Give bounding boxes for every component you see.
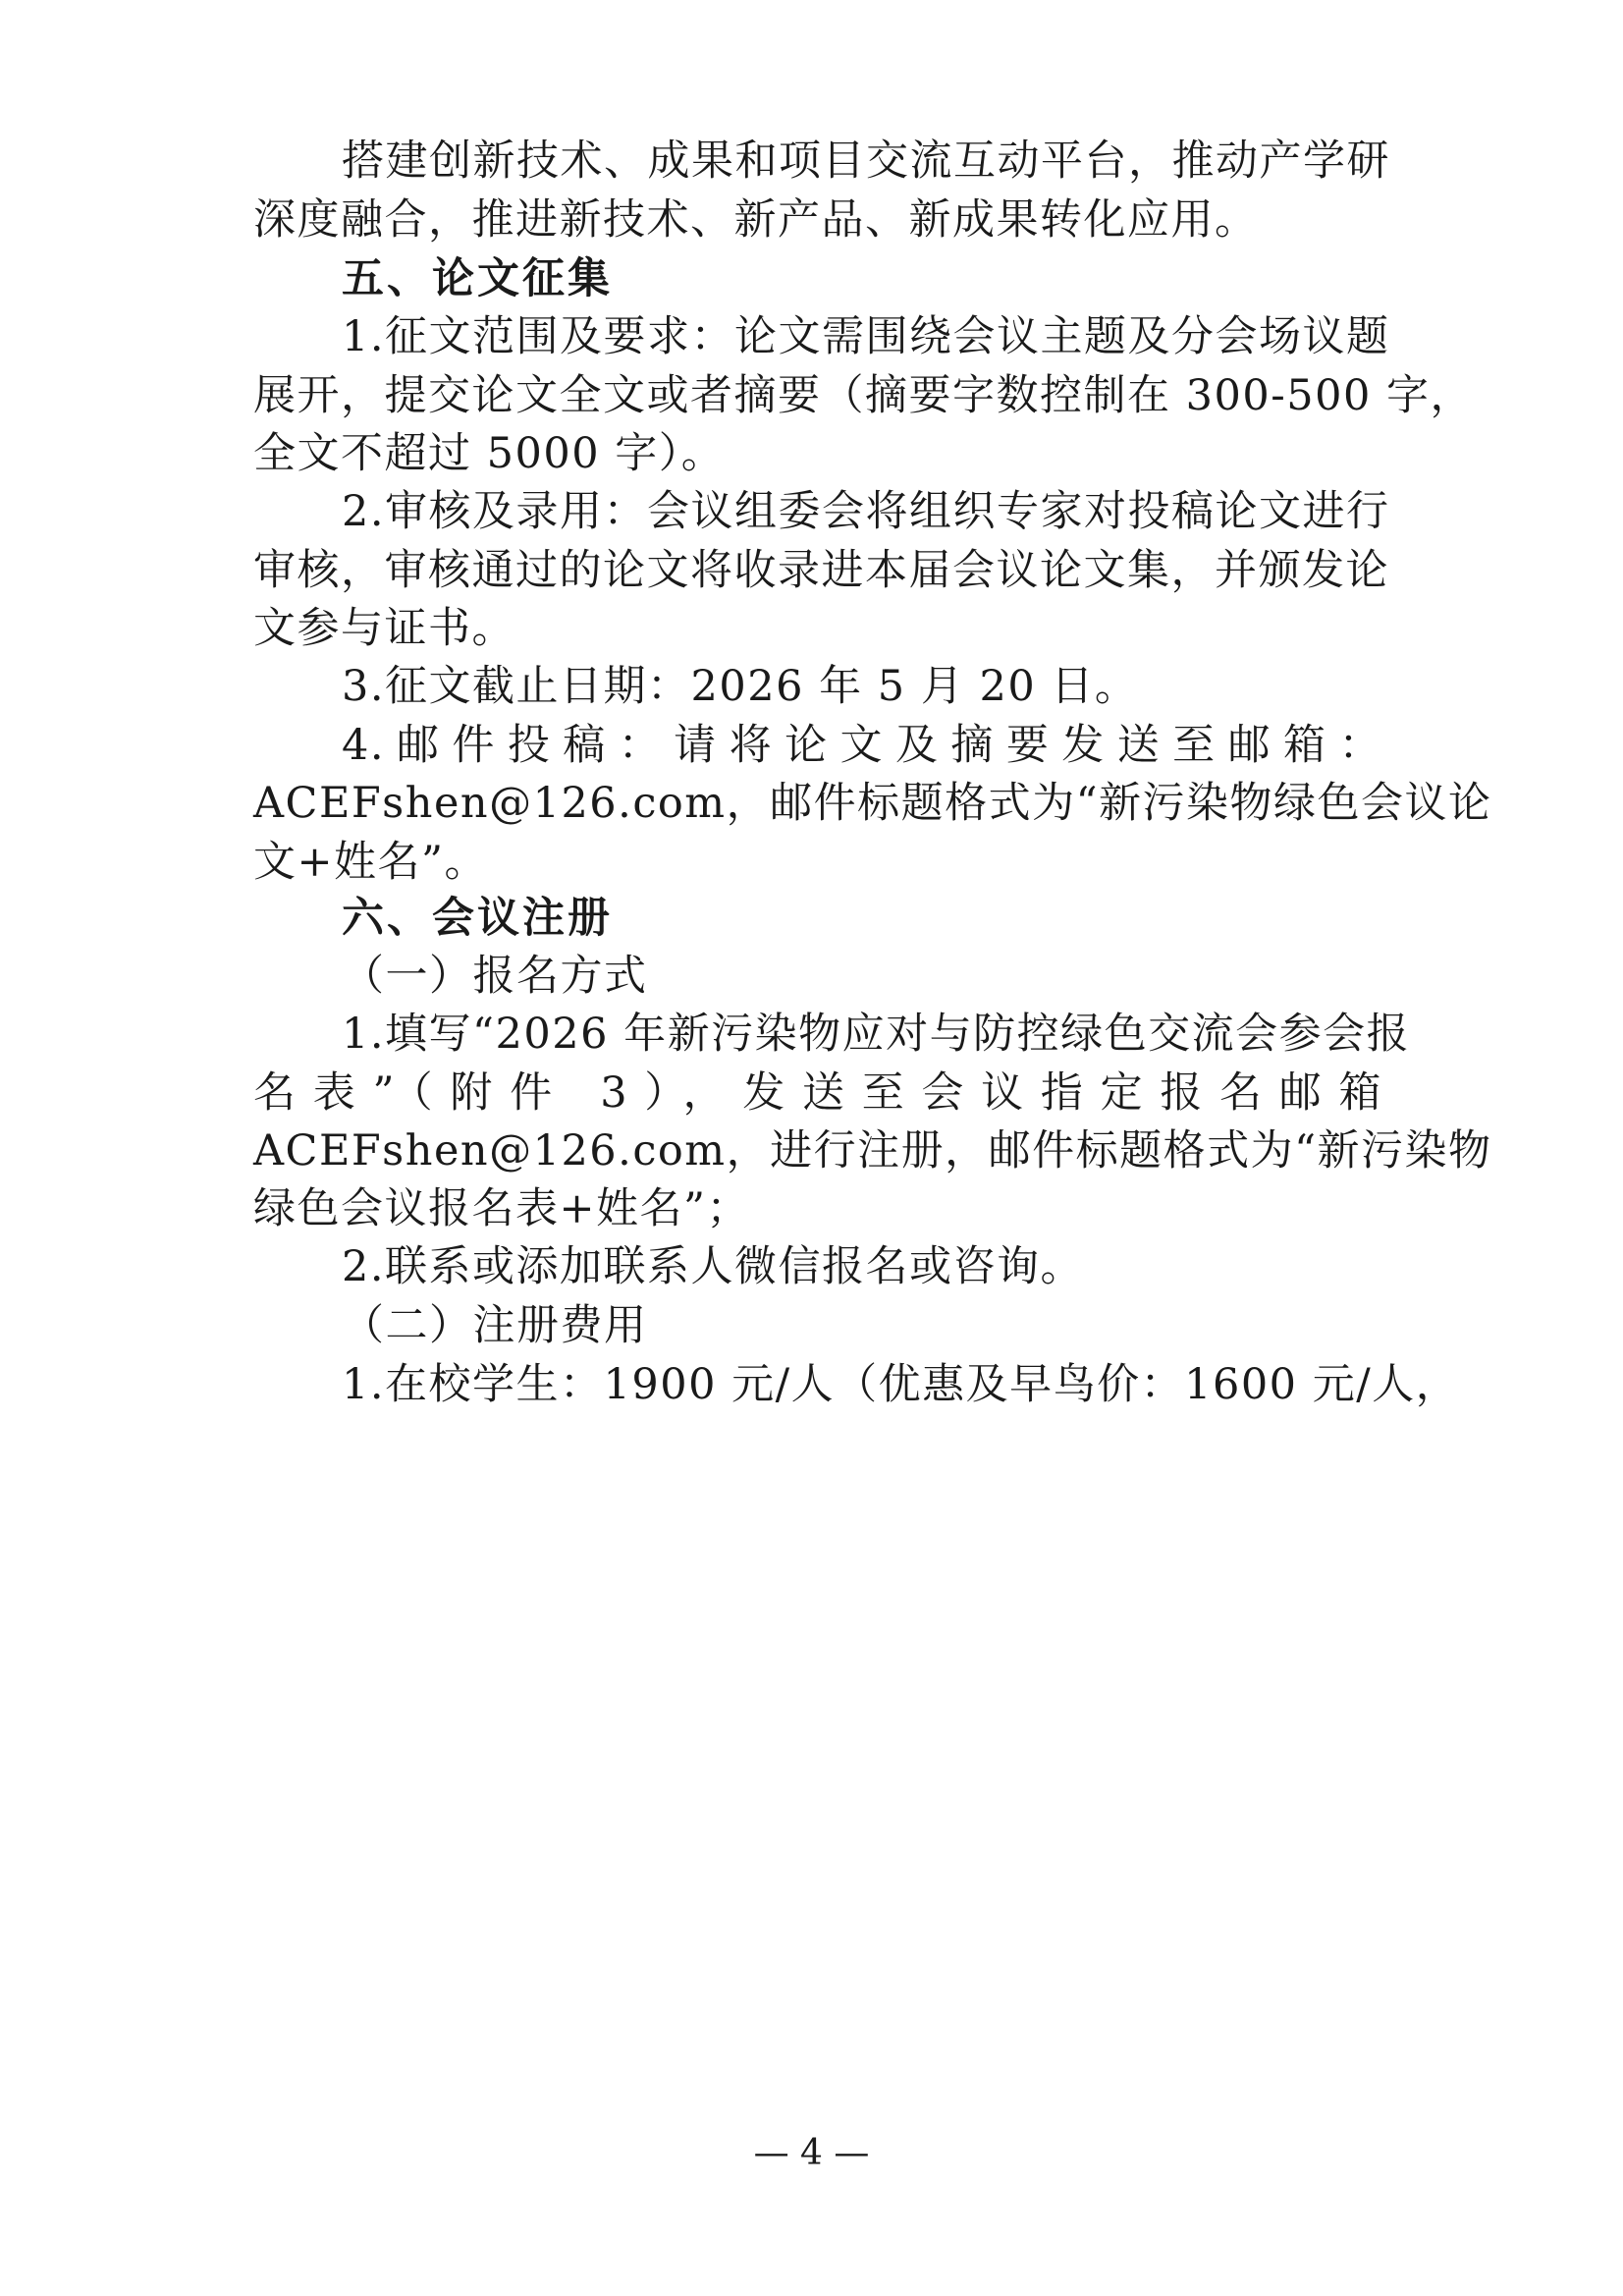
signup-item-1-line: ACEFshen@126.com，进行注册，邮件标题格式为“新污染物	[253, 1126, 1492, 1175]
paper-call-item-4-line: 文+姓名”。	[253, 838, 489, 887]
signup-item-1-line: 1.填写“2026 年新污染物应对与防控绿色交流会参会报	[342, 1010, 1411, 1059]
page-number: — 4 —	[753, 2133, 870, 2173]
intro-paragraph-line: 深度融合，推进新技术、新产品、新成果转化应用。	[253, 195, 1259, 245]
subsection-heading-registration-fee: （二）注册费用	[342, 1301, 648, 1350]
paper-call-item-1-line: 展开，提交论文全文或者摘要（摘要字数控制在 300-500 字，	[253, 371, 1475, 420]
paper-call-item-4-line: ACEFshen@126.com，邮件标题格式为“新污染物绿色会议论	[253, 779, 1492, 828]
subsection-heading-signup-method: （一）报名方式	[342, 952, 648, 1001]
signup-item-1-line: 绿色会议报名表+姓名”；	[253, 1184, 751, 1233]
paper-call-item-1-line: 全文不超过 5000 字）。	[253, 429, 726, 478]
signup-item-1-line: 名表”（附件 3），发送至会议指定报名邮箱	[253, 1068, 1382, 1118]
intro-paragraph-line: 搭建创新技术、成果和项目交流互动平台，推动产学研	[342, 137, 1390, 186]
paper-call-item-4-line: 4.邮件投稿：请将论文及摘要发送至邮箱：	[342, 721, 1382, 770]
signup-item-2-line: 2.联系或添加联系人微信报名或咨询。	[342, 1242, 1085, 1291]
paper-call-item-2-line: 2.审核及录用：会议组委会将组织专家对投稿论文进行	[342, 487, 1390, 536]
paper-call-item-3-line: 3.征文截止日期：2026 年 5 月 20 日。	[342, 662, 1139, 711]
paper-call-item-1-line: 1.征文范围及要求：论文需围绕会议主题及分会场议题	[342, 312, 1390, 361]
section-heading-paper-call: 五、论文征集	[342, 254, 613, 303]
paper-call-item-2-line: 文参与证书。	[253, 604, 515, 653]
fee-item-1-line: 1.在校学生：1900 元/人（优惠及早鸟价：1600 元/人，	[342, 1360, 1460, 1409]
paper-call-item-2-line: 审核，审核通过的论文将收录进本届会议论文集，并颁发论	[253, 546, 1389, 595]
section-heading-registration: 六、会议注册	[342, 894, 613, 943]
